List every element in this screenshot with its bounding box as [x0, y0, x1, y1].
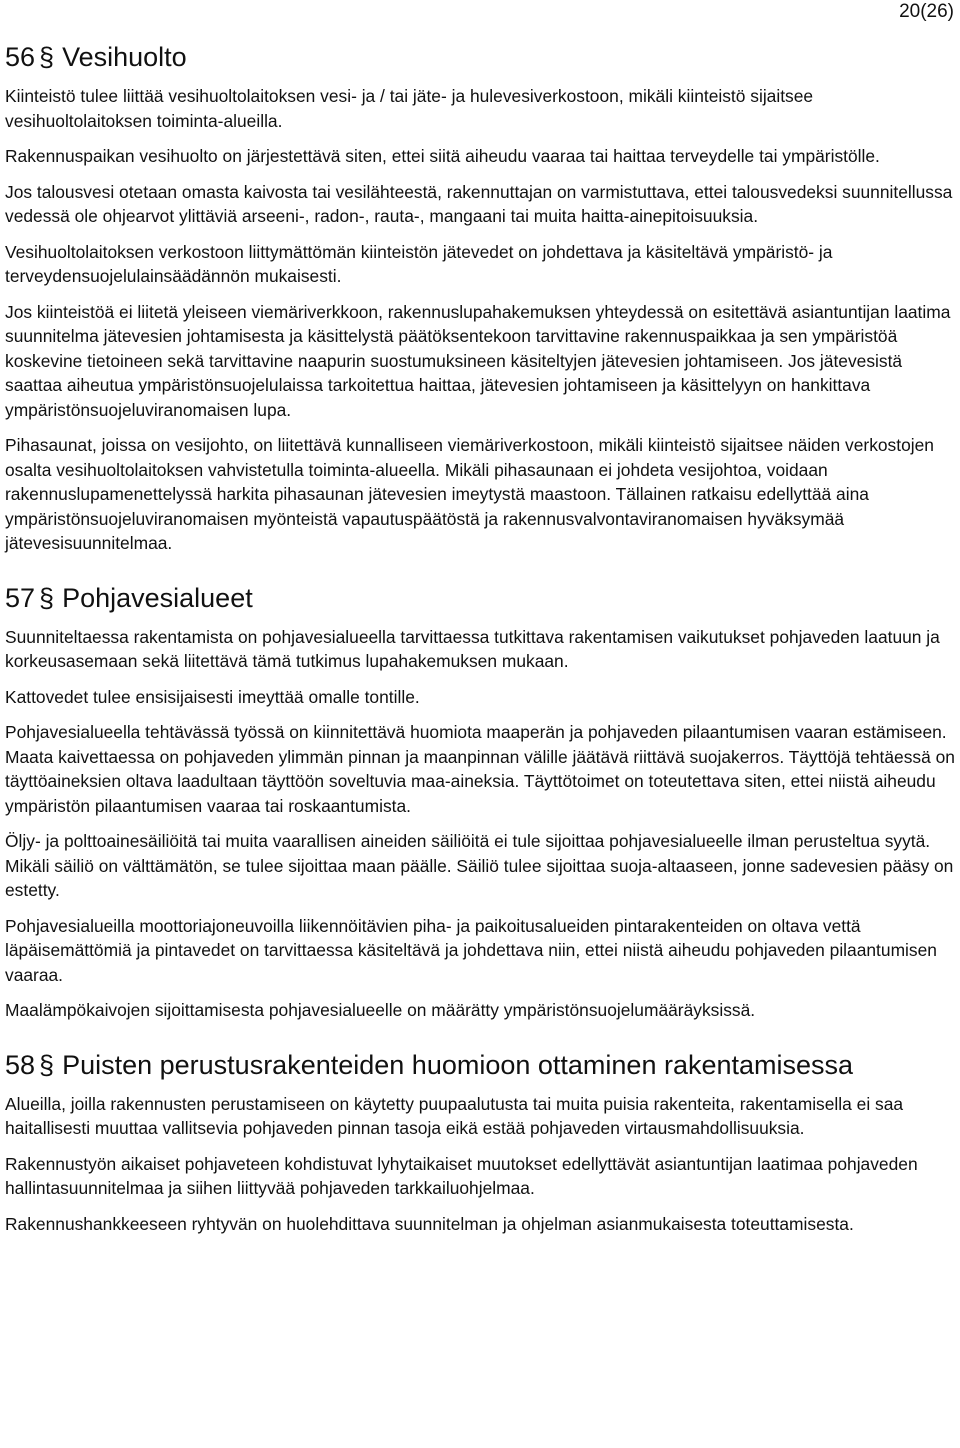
section-56-vesihuolto — [5, 40, 955, 556]
paragraph: Pohjavesialueella tehtävässä työssä on kiinnitettävä huomiota maaperän ja pohjaveden pilaantumisen vaaran estämiseen. Maata kaivettaessa on pohjaveden ylimmän pinnan ja maanpinnan välille jäätävä riittävä suojakerros. Täyttöjä tehtäessä on täyttöaineksien oltava laadultaan täyttöön soveltuvia maa-aineksia. Täyttötoimet on toteutettava siten, ettei niistä aiheudu ympäristön pilaantumisen vaaraa tai roskaantumista. — [5, 722, 955, 816]
section-sign: § — [39, 1049, 55, 1080]
page-number: 20(26) — [899, 1, 954, 22]
section-title: Puisten perustusrakenteiden huomioon ottaminen rakentamisessa — [62, 1049, 854, 1080]
paragraph: Rakennuspaikan vesihuolto on järjestettävä siten, ettei siitä aiheudu vaaraa tai haittaa terveydelle tai ympäristölle. — [5, 146, 880, 166]
section-heading — [5, 581, 955, 615]
paragraph: Rakennushankkeeseen ryhtyvän on huolehdittava suunnitelman ja ohjelman asianmukaisesta toteuttamisesta. — [5, 1213, 854, 1234]
paragraph: Pohjavesialueilla moottoriajoneuvoilla liikennöitävien piha- ja paikoitusalueiden pintarakenteiden on oltava vettä läpäisemättömiä ja pintavedet on tarvittaessa käsiteltävä ja johdettava niin, ettei niistä aiheudu pohjaveden pilaantumisen vaaraa. — [5, 915, 937, 985]
section-sign: § — [39, 42, 55, 72]
paragraph: Öljy- ja polttoainesäiliöitä tai muita vaarallisen aineiden säiliöitä ei tule sijoittaa pohjavesialueelle ilman perusteltua syytä. Mikäli säiliö on välttämätön, se tulee sijoittaa maan päälle. Säiliö tulee sijoittaa suoja-altaaseen, jonne sadevesien pääsy on estetty. — [5, 831, 954, 900]
section-title: Pohjavesialueet — [62, 582, 253, 613]
section-57-pohjavesialueet — [5, 581, 955, 1023]
section-58-puiset-perustusrakenteet — [5, 1048, 955, 1237]
section-sign: § — [39, 582, 55, 613]
section-number: 58 — [5, 1049, 36, 1080]
section-heading — [5, 40, 955, 74]
paragraph: Suunniteltaessa rakentamista on pohjavesialueella tarvittaessa tutkittava rakentamisen vaikutukset pohjaveden laatuun ja korkeusasemaan sekä liitettävä tämä tutkimus lupahakemuksen mukaan. — [5, 626, 940, 671]
paragraph: Kiinteistö tulee liittää vesihuoltolaitoksen vesi- ja / tai jäte- ja hulevesiverkostoon, mikäli kiinteistö sijaitsee vesihuoltolaitoksen toiminta-alueilla. — [5, 86, 814, 131]
section-number: 57 — [5, 582, 36, 613]
document-body — [5, 40, 955, 1247]
section-number: 56 — [5, 42, 36, 72]
section-heading — [5, 1048, 955, 1082]
paragraph: Jos talousvesi otetaan omasta kaivosta tai vesilähteestä, rakennuttajan on varmistuttava, ettei talousvedeksi suunnitellussa vedessä ole ohjearvot ylittäviä arseeni-, radon-, rauta-, mangaani tai muita haitta-ainepitoisuuksia. — [5, 181, 953, 226]
paragraph: Jos kiinteistöä ei liitetä yleiseen viemäriverkkoon, rakennuslupahakemuksen yhteydessä on esitettävä asiantuntijan laatima suunnitelma jätevesien johtamisesta ja käsittelystä päätöksentekoon tarvittavine rakennuspaikkaa ja sen ympäristöä koskevine tietoineen sekä tarvittavine naapurin suostumuksineen käsiteltyjen jätevesien johtamiseen. Jos jätevesistä saattaa aiheutua ympäristönsuojelulaissa tarkoitettua haittaa, jätevesien johtamiseen ja käsittelyyn on hankittava ympäristönsuojeluviranomaisen lupa. — [5, 301, 951, 420]
section-title: Vesihuolto — [62, 42, 187, 72]
paragraph: Maalämpökaivojen sijoittamisesta pohjavesialueelle on määrätty ympäristönsuojelumääräyksissä. — [5, 1000, 756, 1020]
paragraph: Alueilla, joilla rakennusten perustamiseen on käytetty puupaalutusta tai muita puisia rakenteita, rakentamisella ei saa haitallisesti muuttaa vallitsevia pohjaveden pinnan tasoja eikä estää pohjaveden virtausmahdollisuuksia. — [5, 1093, 904, 1138]
paragraph: Vesihuoltolaitoksen verkostoon liittymättömän kiinteistön jätevedet on johdettava ja käsiteltävä ympäristö- ja terveydensuojelulainsäädännön mukaisesti. — [5, 241, 833, 286]
paragraph: Pihasaunat, joissa on vesijohto, on liitettävä kunnalliseen viemäriverkostoon, mikäli kiinteistö sijaitsee näiden verkostojen osalta vesihuoltolaitoksen vahvistetulla toiminta-alueella. Mikäli pihasaunaan ei johdeta vesijohtoa, voidaan rakennuslupamenettelyssä harkita pihasaunan jätevesien imeytystä maastoon. Tällainen ratkaisu edellyttää aina ympäristönsuojeluviranomaisen myönteistä vapautuspäätöstä ja rakennusvalvontaviranomaisen hyväksymää jätevesisuunnitelmaa. — [5, 435, 934, 553]
paragraph: Rakennustyön aikaiset pohjaveteen kohdistuvat lyhytaikaiset muutokset edellyttävät asiantuntijan laatimaa pohjaveden hallintasuunnitelmaa ja siihen liittyvää pohjaveden tarkkailuohjelmaa. — [5, 1153, 918, 1198]
paragraph: Kattovedet tulee ensisijaisesti imeyttää omalle tontille. — [5, 686, 420, 707]
